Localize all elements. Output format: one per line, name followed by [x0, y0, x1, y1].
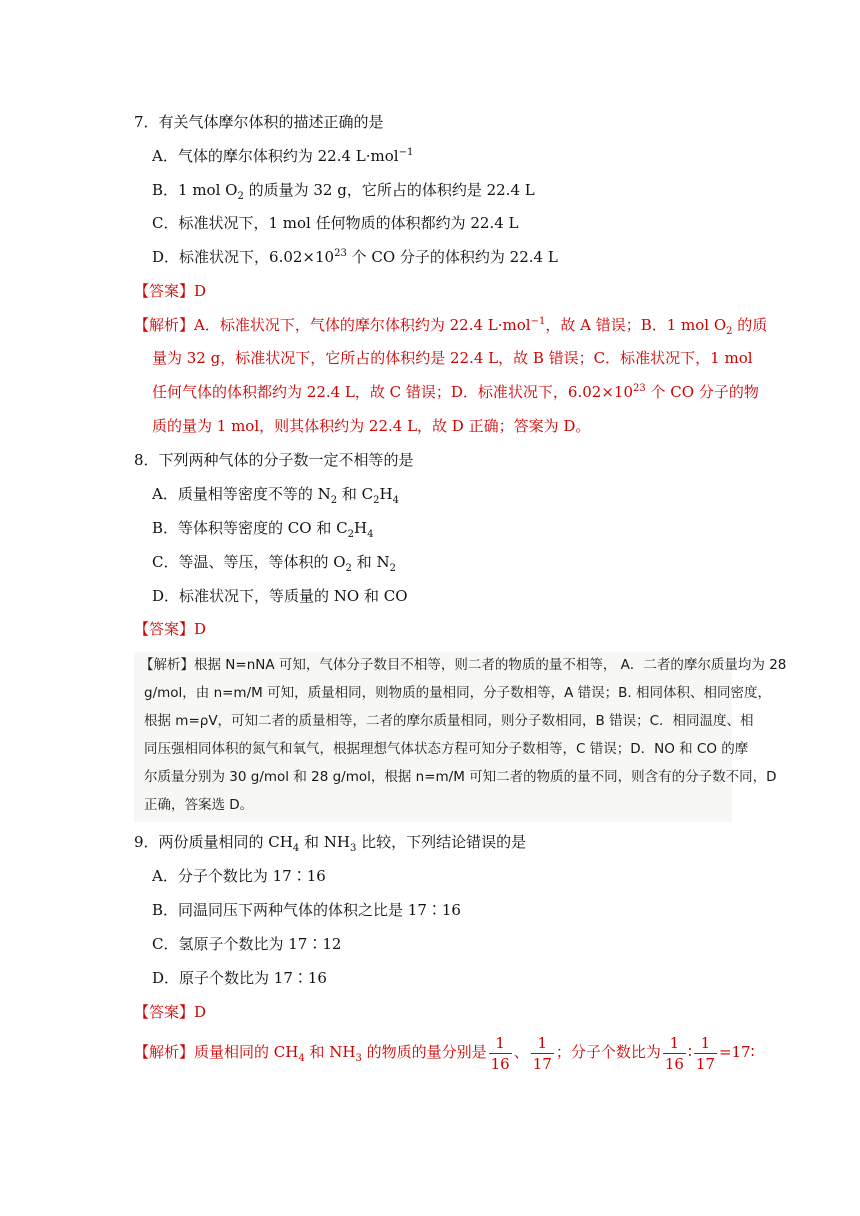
scan-line: 尔质量分别为 30 g/mol 和 28 g/mol，根据 n=m/M 可知二者的物质的量不同，则含有的分子数不同，D	[144, 769, 777, 785]
question-8-option-c: C．等温、等压，等体积的 $O_2$ 和 $N_2$	[152, 553, 396, 574]
question-8-stem: 8．下列两种气体的分子数一定不相等的是	[134, 451, 414, 469]
question-7-option-a: A．气体的摩尔体积约为 22.4 L·mol$^{-1}$	[152, 147, 414, 165]
question-9-option-c: C．氢原子个数比为 17∶12	[152, 935, 342, 953]
question-7-explanation-line-1: 【解析】A．标准状况下，气体的摩尔体积约为 22.4 L·mol$^{-1}$，故 A 错误；B．1 mol $O_2$ 的质	[134, 316, 768, 337]
question-9-explanation-line-1: 【解析】质量相同的 $CH_4$ 和 $NH_3$ 的物质的量分别是 $\frac{1}{16}$ 、 $\frac{1}{17}$ ；分子个数比为 $\frac{1}{16}$ ∶ $\frac{1}{17}$ =17∶	[134, 1033, 755, 1073]
question-9-stem: 9．两份质量相同的 $CH_4$ 和 $NH_3$ 比较，下列结论错误的是	[134, 833, 527, 854]
fraction: $\frac{1}{17}$	[695, 1033, 715, 1073]
question-8-option-b: B．等体积等密度的 CO 和 $C_2H_4$	[152, 519, 374, 540]
question-7-explanation-line-4: 质的量为 1 mol，则其体积约为 22.4 L，故 D 正确；答案为 D。	[152, 417, 591, 435]
question-7-answer: 【答案】D	[134, 282, 207, 300]
question-7-explanation-line-2: 量为 32 g，标准状况下，它所占的体积约是 22.4 L，故 B 错误；C．标准状况下，1 mol	[152, 349, 753, 367]
fraction: $\frac{1}{17}$	[532, 1033, 552, 1073]
fraction: $\frac{1}{16}$	[490, 1033, 510, 1073]
scan-line: 正确，答案选 D。	[144, 797, 254, 813]
scan-line: 【解析】根据 N=nNA 可知，气体分子数目不相等，则二者的物质的量不相等， A．二者的摩尔质量均为 28	[140, 657, 787, 673]
question-7-stem: 7．有关气体摩尔体积的描述正确的是	[134, 113, 384, 131]
question-8-answer: 【答案】D	[134, 620, 207, 638]
question-8-option-a: A．质量相等密度不等的 $N_2$ 和 $C_2H_4$	[152, 485, 399, 506]
question-9-answer: 【答案】D	[134, 1003, 207, 1021]
question-7-option-b: B．1 mol $O_2$ 的质量为 32 g，它所占的体积约是 22.4 L	[152, 181, 535, 202]
question-9-option-b: B．同温同压下两种气体的体积之比是 17∶16	[152, 901, 461, 919]
question-7-option-d: D．标准状况下，$6.02\times 10^{23}$ 个 CO 分子的体积约为 22.4 L	[152, 248, 558, 266]
question-8-explanation-scan	[134, 652, 787, 822]
question-7-explanation-line-3: 任何气体的体积都约为 22.4 L，故 C 错误；D．标准状况下，$6.02\times 10^{23}$ 个 CO 分子的物	[152, 383, 759, 401]
scan-line: 根据 m=ρV，可知二者的质量相等，二者的摩尔质量相同，则分子数相同，B 错误；C．相同温度、相	[144, 713, 754, 729]
scan-line: 同压强相同体积的氮气和氧气，根据理想气体状态方程可知分子数相等，C 错误；D．NO 和 CO 的摩	[144, 741, 749, 757]
fraction: $\frac{1}{16}$	[664, 1033, 684, 1073]
question-9-option-d: D．原子个数比为 17∶16	[152, 969, 327, 987]
question-7-option-c: C．标准状况下，1 mol 任何物质的体积都约为 22.4 L	[152, 214, 519, 232]
question-9-option-a: A．分子个数比为 17∶16	[152, 867, 326, 885]
question-8-option-d: D．标准状况下，等质量的 NO 和 CO	[152, 587, 408, 605]
scan-line: g/mol，由 n=m/M 可知，质量相同，则物质的量相同，分子数相等，A 错误；B. 相同体积、相同密度，	[144, 685, 771, 701]
